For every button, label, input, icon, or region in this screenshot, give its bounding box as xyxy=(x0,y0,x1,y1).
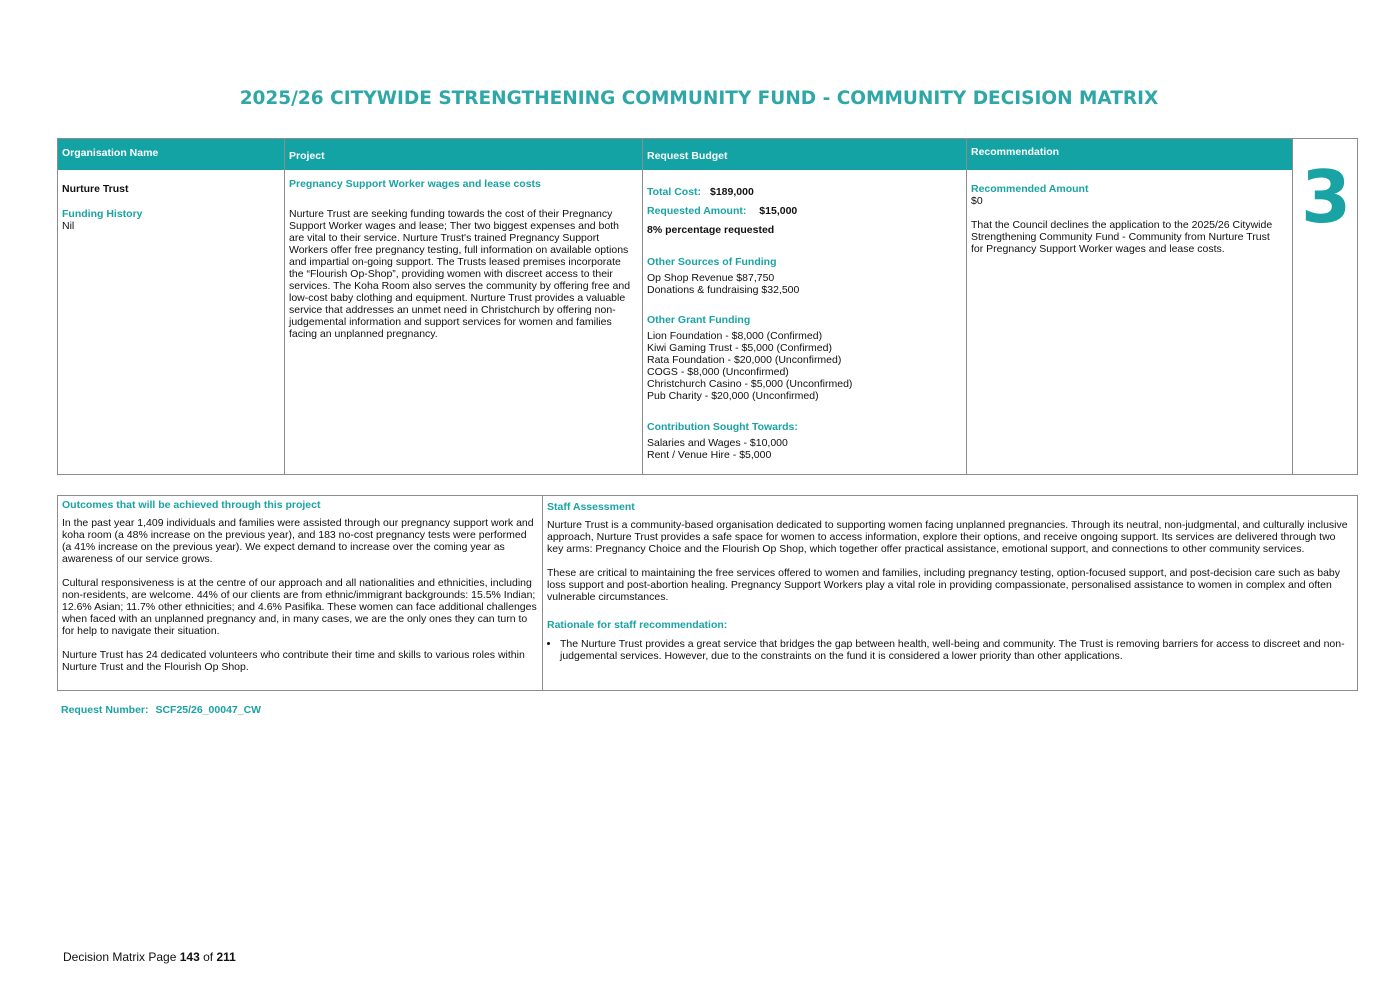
outcomes-paragraph: In the past year 1,409 individuals and families were assisted through our pregnancy support work and koha room (a 48% increase on the previous year), and 183 no-cost pregnancy tests were performed (a 41% increase on the previous year). We expect demand to increase over the coming year as awareness of our service grows. xyxy=(62,517,534,565)
other-grant-item: COGS - $8,000 (Unconfirmed) xyxy=(647,366,789,378)
organisation-header: Organisation Name xyxy=(58,139,284,170)
outcomes-paragraph: Nurture Trust has 24 dedicated volunteers who contribute their time and skills to various roles within Nurture Trust and the Flourish Op Shop. xyxy=(62,649,525,673)
budget-column xyxy=(642,139,966,474)
assessment-table xyxy=(57,495,1358,691)
other-grant-item: Pub Charity - $20,000 (Unconfirmed) xyxy=(647,390,819,402)
staff-assessment-label: Staff Assessment xyxy=(547,501,635,513)
recommended-amount-label: Recommended Amount xyxy=(971,183,1089,195)
contribution-label: Contribution Sought Towards: xyxy=(647,421,798,433)
organisation-name: Nurture Trust xyxy=(62,183,129,195)
priority-number: 3 xyxy=(1300,155,1352,239)
other-grant-item: Kiwi Gaming Trust - $5,000 (Confirmed) xyxy=(647,342,832,354)
recommendation-text: That the Council declines the application to the 2025/26 Citywide Strengthening Community Fund - Community from Nurture Trust for Pregnancy Support Worker wages and lease costs. xyxy=(971,219,1273,255)
outcomes-section xyxy=(58,496,543,690)
other-grants-label: Other Grant Funding xyxy=(647,314,751,326)
staff-assessment-section xyxy=(543,496,1357,690)
other-source-item: Donations & fundraising $32,500 xyxy=(647,284,800,296)
contribution-item: Salaries and Wages - $10,000 xyxy=(647,437,788,449)
footer-of: of xyxy=(199,950,217,964)
outcomes-paragraph: Cultural responsiveness is at the centre of our approach and all nationalities and ethnicities, including non-residents, are welcome. 44% of our clients are from ethnic/immigrant backgrounds: 15.5% Indian; 12.6% Asian; 11.7% other ethnicities; and 4.6% Pasifika. These women can face additional challenges when faced with an unplanned pregnancy and, in many cases, we are the only ones they can turn to for help to navigate their situation. xyxy=(62,577,537,637)
recommended-amount-value: $0 xyxy=(971,195,983,207)
total-cost-label: Total Cost: xyxy=(647,186,702,198)
priority-column xyxy=(1292,139,1359,474)
staff-assessment-paragraph: These are critical to maintaining the free services offered to women and families, including pregnancy testing, option-focused support, and post-decision care such as baby loss support and post-abortion healing. Pregnancy Support Workers play a vital role in providing compassionate, personalised assistance to women in complex and often vulnerable circumstances. xyxy=(547,567,1340,603)
recommendation-column xyxy=(966,139,1292,474)
budget-header: Request Budget xyxy=(643,139,966,170)
contribution-item: Rent / Venue Hire - $5,000 xyxy=(647,449,772,461)
outcomes-label: Outcomes that will be achieved through this project xyxy=(62,499,321,511)
other-source-item: Op Shop Revenue $87,750 xyxy=(647,272,775,284)
project-description: Nurture Trust are seeking funding towards the cost of their Pregnancy Support Worker wages and lease; Ther two biggest expenses and both are vital to their service. Nurture Trust's trained Pregnancy Support Workers offer free pregnancy testing, full information on available options and impartial on-going support. The Trusts leased premises incorporate the “Flourish Op-Shop”, providing women with discreet access to their services. The Koha Room also serves the community by offering free and low-cost baby clothing and equipment. Nurture Trust provides a valuable service that addresses an unmet need in Christchurch by offering non-judgemental information and support services for women and families facing an unplanned pregnancy. xyxy=(289,208,631,340)
request-number xyxy=(61,704,261,716)
project-title: Pregnancy Support Worker wages and lease costs xyxy=(289,178,541,190)
request-number-value: SCF25/26_00047_CW xyxy=(155,704,262,716)
other-grant-item: Rata Foundation - $20,000 (Unconfirmed) xyxy=(647,354,842,366)
other-grant-item: Christchurch Casino - $5,000 (Unconfirmed) xyxy=(647,378,853,390)
rationale-list xyxy=(547,638,1353,662)
footer-prefix: Decision Matrix Page xyxy=(63,950,180,964)
project-column xyxy=(284,139,642,474)
other-sources-label: Other Sources of Funding xyxy=(647,256,777,268)
funding-history-value: Nil xyxy=(62,220,75,232)
decision-matrix-table xyxy=(57,138,1358,475)
footer-page-number: 143 xyxy=(179,950,200,964)
rationale-item: • The Nurture Trust provides a great service that bridges the gap between health, well-being and community. The Trust is removing barriers for access to discreet and non-judgemental services. However, due to the constraints on the fund it is considered a lower priority than other applications. xyxy=(560,638,1353,662)
footer-page-total: 211 xyxy=(216,950,236,964)
organisation-column xyxy=(58,139,284,474)
total-cost-value: $189,000 xyxy=(709,186,754,198)
request-number-label: Request Number: xyxy=(61,704,149,716)
rationale-label: Rationale for staff recommendation: xyxy=(547,619,728,631)
requested-amount-label: Requested Amount: xyxy=(647,205,747,217)
page-title: 2025/26 CITYWIDE STRENGTHENING COMMUNITY FUND - COMMUNITY DECISION MATRIX xyxy=(239,88,1159,109)
percentage-requested: 8% percentage requested xyxy=(647,224,775,236)
project-header: Project xyxy=(285,139,642,170)
funding-history-label: Funding History xyxy=(62,208,143,220)
recommendation-header: Recommendation xyxy=(967,139,1292,170)
staff-assessment-paragraph: Nurture Trust is a community-based organisation dedicated to supporting women facing unplanned pregnancies. Through its neutral, non-judgmental, and culturally inclusive approach, Nurture Trust provides a safe space for women to access information, explore their options, and receive ongoing support. Its services are delivered through two key arms: Pregnancy Choice and the Flourish Op Shop, which together offer practical assistance, emotional support, and connections to other community services. xyxy=(547,519,1348,555)
page-footer xyxy=(63,950,236,964)
requested-amount-value: $15,000 xyxy=(759,205,798,217)
other-grant-item: Lion Foundation - $8,000 (Confirmed) xyxy=(647,330,823,342)
